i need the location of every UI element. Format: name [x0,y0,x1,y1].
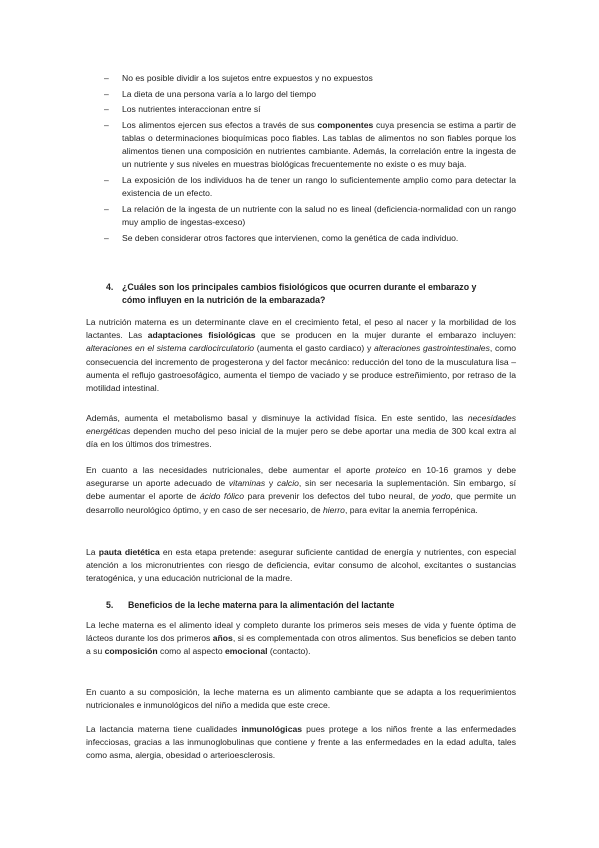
list-item [104,103,516,116]
dash-list [104,72,516,247]
list-item [104,119,516,172]
section-4-heading [106,281,518,308]
italic-term: ácido fólico [199,491,244,502]
list-item-text: La exposición de los individuos ha de tener un rango lo suficientemente amplio como para detectar la existencia de un efecto. [122,174,516,199]
section-number: 5. [106,600,114,610]
section-title: Beneficios de la leche materna para la alimentación del lactante [128,600,395,610]
paragraph: En cuanto a las necesidades nutricionales, debe aumentar el aporte proteico en 10-16 gramos y debe asegurarse un aporte adecuado de vitaminas y calcio, sin ser necesaria la suplementación. Sin embargo, sí debe aumentar el aporte de ácido fólico para prevenir los defectos del tubo neural, de yodo, que permite un desarrollo neurológico óptimo, y en caso de ser necesario, de hierro, para evitar la anemia ferropénica. [86,465,517,515]
italic-term: yodo [431,491,451,502]
bold-term: adaptaciones fisiológicas [147,330,256,341]
paragraph: La leche materna es el alimento ideal y completo durante los primeros seis meses de vida y fuente óptima de lácteos durante los dos primeros años, si es complementada con otros alimentos. Sus beneficios se deben tanto a su composición como al aspecto emocional (contacto). [86,620,516,657]
section-title: cómo influyen en la nutrición de la embarazada? [122,295,326,306]
paragraph: La pauta dietética en esta etapa pretende: asegurar suficiente cantidad de energía y nutrientes, con especial atención a los micronutrientes con riesgo de deficiencia, evitar consumo de alcohol, excitantes o sustancias teratogénica, y una educación nutricional de la madre. [86,547,516,584]
italic-term: hierro [322,504,345,515]
list-item-text: La dieta de una persona varía a lo largo del tiempo [122,88,316,99]
italic-term: alteraciones en el sistema cardiocirculatorio [86,343,255,354]
list-item [104,203,516,229]
paragraph: En cuanto a su composición, la leche materna es un alimento cambiante que se adapta a los requerimientos nutricionales e inmunológicos del niño a medida que este crece. [86,687,516,711]
dash-bullet: – [104,104,109,115]
bold-term: emocional [225,646,268,657]
paragraph: Además, aumenta el metabolismo basal y disminuye la actividad física. En este sentido, las necesidades energéticas dependen mucho del peso inicial de la mujer pero se debe aportar una media de 300 kcal extra al día en los últimos dos trimestres. [86,413,516,450]
italic-term: alteraciones gastrointestinales [373,343,490,354]
bold-term: pauta dietética [98,547,160,557]
section-title: ¿Cuáles son los principales cambios fisiológicos que ocurren durante el embarazo y [122,282,477,292]
list-item [104,88,516,101]
list-item-text: Los nutrientes interaccionan entre sí [122,104,261,115]
list-item-text: cuya presencia se estima a partir de tablas o determinaciones bioquímicas poco fiables. Las tablas de alimentos no son fiables porque los alimentos tienen una composición en nutrientes cambiante. Además, la correlación entre la ingesta de un nutriente y sus niveles en muestras biológicas frecuentemente no existe o es muy baja. [122,119,516,170]
section-5-heading [106,599,518,612]
dash-bullet: – [104,119,109,130]
bold-term: inmunológicas [241,724,303,734]
list-item-text: Se deben considerar otros factores que intervienen, como la genética de cada individuo. [122,232,459,243]
italic-term: proteico [375,465,407,475]
dash-bullet: – [104,232,109,243]
italic-term: necesidades energéticas [86,413,516,437]
italic-term: vitaminas [228,478,266,489]
list-item [104,232,516,245]
bold-term: componentes [317,119,374,130]
bold-term: composición [104,646,158,657]
dash-bullet: – [104,88,109,99]
list-item-text: Los alimentos ejercen sus efectos a través de sus [122,119,318,130]
dash-bullet: – [104,203,109,214]
paragraph: La nutrición materna es un determinante clave en el crecimiento fetal, el peso al nacer y la morbilidad de los lactantes. Las adaptaciones fisiológicas que se producen en la mujer durante el embarazo incluyen: alteraciones en el sistema cardiocirculatorio (aumenta el gasto cardiaco) y alteraciones gastrointestinales, como consecuencia del incremento de progesterona y del factor mecánico: reducción del tono de la musculatura lisa – aumenta el reflujo gastroesofágico, aumenta el tiempo de vaciado y se produce estreñimiento, por retraso de la motilidad intestinal. [86,317,517,394]
section-number: 4. [106,282,114,292]
list-item [104,72,516,85]
dash-bullet: – [104,174,109,185]
dash-bullet: – [104,73,109,83]
bold-term: años [212,633,233,644]
italic-term: calcio [276,478,299,489]
list-item-text: La relación de la ingesta de un nutriente con la salud no es lineal (deficiencia-normalidad con un rango muy amplio de ingestas-exceso) [122,203,516,227]
paragraph: La lactancia materna tiene cualidades inmunológicas pues protege a los niños frente a las enfermedades infecciosas, gracias a las inmunoglobulinas que contiene y frente a las enfermedades en la edad adulta, tales como asma, alergia, obesidad o arterioesclerosis. [86,724,516,761]
list-item [104,174,516,200]
list-item-text: No es posible dividir a los sujetos entre expuestos y no expuestos [122,73,373,83]
